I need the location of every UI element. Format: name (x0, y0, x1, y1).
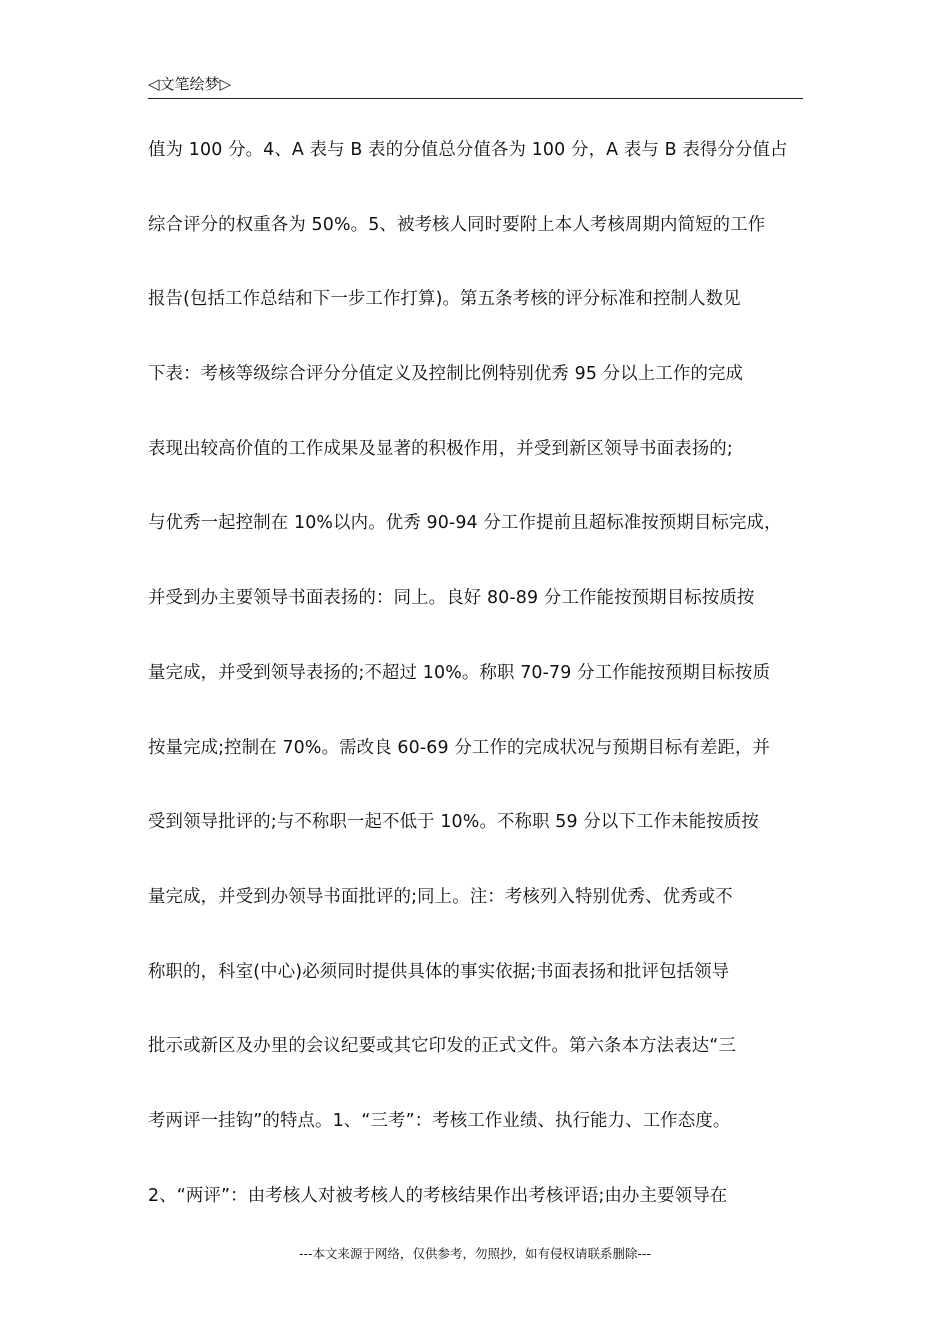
body-line-15: 2、“两评”：由考核人对被考核人的考核结果作出考核评语;由办主要领导在 (148, 1185, 728, 1206)
body-line-5: 表现出较高价值的工作成果及显著的积极作用，并受到新区领导书面表扬的; (148, 438, 733, 459)
body-line-6: 与优秀一起控制在 10%以内。优秀 90-94 分工作提前且超标准按预期目标完成， (148, 513, 782, 534)
body-line-11: 量完成，并受到办领导书面批评的;同上。注：考核列入特别优秀、优秀或不 (148, 886, 733, 907)
body-line-12: 称职的，科室(中心)必须同时提供具体的事实依据;书面表扬和批评包括领导 (148, 961, 730, 982)
document-body (148, 132, 808, 1252)
page-footer: ---本文来源于网络，仅供参考，勿照抄，如有侵权请联系删除--- (298, 1246, 652, 1261)
body-line-1: 值为 100 分。4、A 表与 B 表的分值总分值各为 100 分，A 表与 B 表得分分值占 (148, 140, 788, 160)
body-line-9: 按量完成;控制在 70%。需改良 60-69 分工作的完成状况与预期目标有差距，并 (148, 737, 771, 758)
body-line-14: 考两评一挂钩”的特点。1、“三考”：考核工作业绩、执行能力、工作态度。 (148, 1110, 731, 1131)
body-line-4: 下表：考核等级综合评分分值定义及控制比例特别优秀 95 分以上工作的完成 (148, 364, 744, 385)
header-title: ◁文笔绘梦▷ (148, 75, 232, 93)
body-line-2: 综合评分的权重各为 50%。5、被考核人同时要附上本人考核周期内简短的工作 (148, 214, 766, 235)
body-line-3: 报告(包括工作总结和下一步工作打算)。第五条考核的评分标准和控制人数见 (148, 289, 741, 310)
body-line-13: 批示或新区及办里的会议纪要或其它印发的正式文件。第六条本方法表达“三 (148, 1036, 737, 1057)
page-header (148, 74, 803, 99)
body-line-8: 量完成，并受到领导表扬的;不超过 10%。称职 70-79 分工作能按预期目标按质 (148, 662, 771, 683)
body-line-10: 受到领导批评的;与不称职一起不低于 10%。不称职 59 分以下工作未能按质按 (148, 812, 759, 833)
body-line-7: 并受到办主要领导书面表扬的：同上。良好 80-89 分工作能按预期目标按质按 (148, 588, 755, 609)
